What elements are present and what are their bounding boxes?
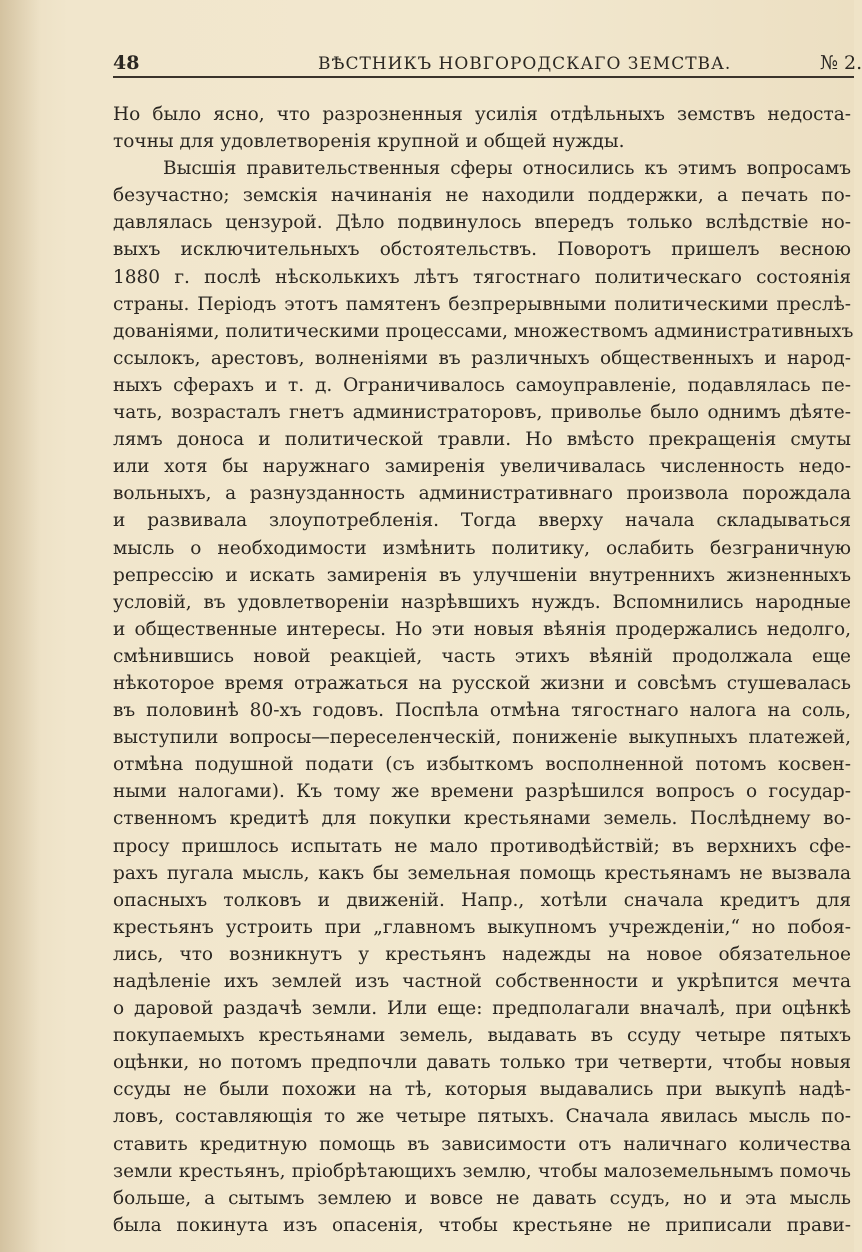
text-line: рахъ пугала мысль, какъ бы земельная помощь крестьянамъ не вызвала — [113, 862, 851, 884]
text-line: вольныхъ, а разнузданность административнаго произвола порождала — [113, 483, 851, 505]
text-line: ными налогами). Къ тому же времени разрѣшился вопросъ о государ- — [113, 781, 851, 803]
text-line: мысль о необходимости измѣнить политику, ослабить безграничную — [113, 537, 851, 559]
text-line: репрессію и искать замиренія въ улучшеніи внутреннихъ жизненныхъ — [113, 564, 851, 586]
text-line: ссылокъ, арестовъ, волненіями въ различныхъ общественныхъ и народ- — [113, 347, 851, 369]
text-line: Но было ясно, что разрозненныя усилія отдѣльныхъ земствъ недоста- — [113, 104, 851, 125]
text-line: Высшія правительственныя сферы относились къ этимъ вопросамъ — [163, 158, 851, 180]
text-line: ловъ, составляющія то же четыре пятыхъ. Сначала явилась мысль по- — [113, 1106, 851, 1128]
text-line: ственномъ кредитѣ для покупки крестьянами земель. Послѣднему во- — [113, 808, 851, 830]
text-line: давлялась цензурой. Дѣло подвинулось впередъ только вслѣдствіе но- — [113, 212, 851, 234]
text-line: земли крестьянъ, пріобрѣтающихъ землю, чтобы малоземельнымъ помочь — [113, 1160, 851, 1182]
journal-title: ВѢСТНИКЪ НОВГОРОДСКАГО ЗЕМСТВА. — [318, 54, 732, 74]
text-line: или хотя бы наружнаго замиренія увеличивалась численность недо- — [113, 456, 851, 478]
text-line: чать, возрасталъ гнетъ администраторовъ, приволье было однимъ дѣяте- — [113, 402, 851, 424]
text-line: точны для удовлетворенія крупной и общей нужды. — [113, 131, 625, 153]
text-line: въ половинѣ 80-хъ годовъ. Поспѣла отмѣна тягостнаго налога на соль, — [113, 700, 851, 722]
page-gutter-shadow — [0, 0, 40, 1252]
text-line: опасныхъ толковъ и движеній. Напр., хотѣли сначала кредитъ для — [113, 889, 851, 911]
text-line: больше, а сытымъ землею и вовсе не давать ссудъ, но и эта мысль — [113, 1187, 851, 1209]
text-line: условій, въ удовлетвореніи назрѣвшихъ нуждъ. Вспомнились народные — [113, 591, 851, 613]
running-header — [113, 48, 862, 78]
text-line: ныхъ сферахъ и т. д. Ограничивалось самоуправленіе, подавлялась пе- — [113, 374, 851, 396]
text-line: выхъ исключительныхъ обстоятельствъ. Поворотъ пришелъ весною — [113, 239, 851, 261]
text-line: ставить кредитную помощь въ зависимости отъ наличнаго количества — [113, 1133, 851, 1155]
text-line: лямъ доноса и политической травли. Но вмѣсто прекращенія смуты — [113, 429, 851, 451]
text-line: надѣленіе ихъ землей изъ частной собственности и укрѣпится мечта — [113, 971, 851, 992]
text-line: и общественные интересы. Но эти новыя вѣянія продержались недолго, — [113, 618, 851, 640]
page-number: 48 — [113, 52, 140, 74]
text-line: отмѣна подушной подати (съ избыткомъ восполненной потомъ косвен- — [113, 754, 851, 776]
issue-number: № 2. — [820, 52, 862, 74]
text-line: дованіями, политическими процессами, множествомъ административныхъ — [113, 320, 854, 342]
text-line: лись, что возникнутъ у крестьянъ надежды на новое обязательное — [113, 943, 851, 965]
text-line: была покинута изъ опасенія, чтобы крестьяне не приписали прави- — [113, 1214, 851, 1236]
text-line: ссуды не были похожи на тѣ, которыя выдавались при выкупѣ надѣ- — [113, 1079, 851, 1101]
text-line: страны. Періодъ этотъ памятенъ безпрерывными политическими преслѣ- — [113, 293, 851, 315]
text-line: 1880 г. послѣ нѣсколькихъ лѣтъ тягостнаго политическаго состоянія — [113, 266, 851, 288]
text-line: о даровой раздачѣ земли. Или еще: предполагали вначалѣ, при оцѣнкѣ — [113, 998, 851, 1020]
text-line: нѣкоторое время отражаться на русской жизни и совсѣмъ стушевалась — [113, 672, 851, 694]
text-line: выступили вопросы—переселенческій, пониженіе выкупныхъ платежей, — [113, 727, 851, 749]
text-line: оцѣнки, но потомъ предпочли давать только три четверти, чтобы новыя — [113, 1052, 851, 1074]
text-line: покупаемыхъ крестьянами земель, выдавать въ ссуду четыре пятыхъ — [113, 1025, 851, 1047]
text-line: крестьянъ устроить при „главномъ выкупномъ учрежденіи,“ но побоя- — [113, 916, 851, 938]
text-line: смѣнившись новой реакціей, часть этихъ вѣяній продолжала еще — [113, 645, 851, 667]
body-text — [113, 101, 854, 1239]
text-line: просу пришлось испытать не мало противодѣйствій; въ верхнихъ сфе- — [113, 835, 851, 857]
text-line: и развивала злоупотребленія. Тогда вверху начала складываться — [113, 510, 851, 532]
text-line: безучастно; земскія начинанія не находили поддержки, а печать по- — [113, 185, 851, 207]
